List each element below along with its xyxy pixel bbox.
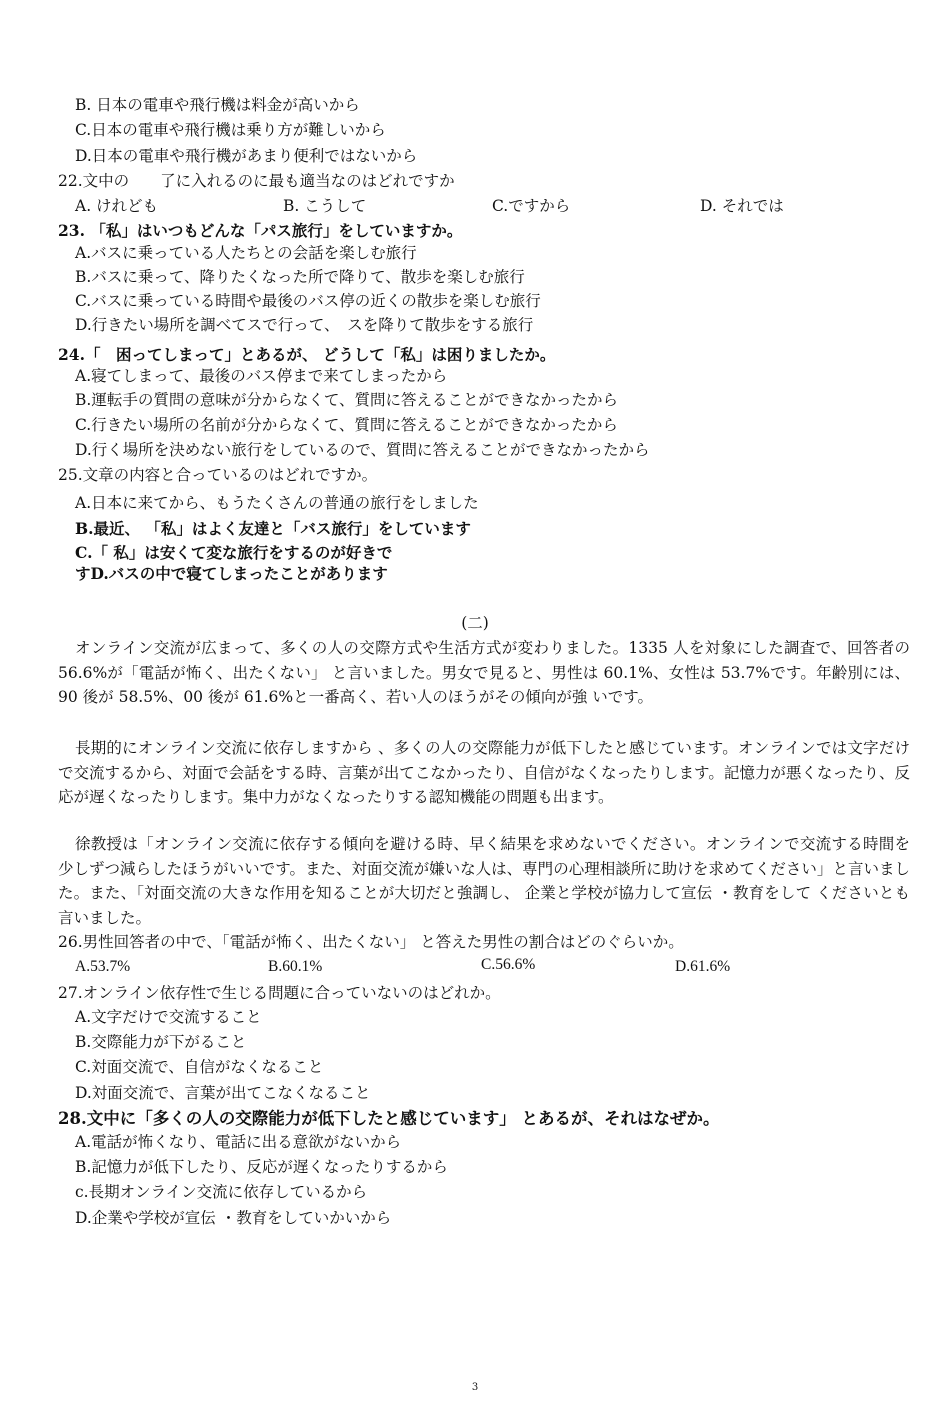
q24-option-a: A.寝てしまって、最後のバス停まで来てしまったから xyxy=(75,367,448,385)
q25-option-d: すD.バスの中で寝てしまったことがあります xyxy=(75,564,388,583)
q26-option-c: C.56.6% xyxy=(481,956,536,973)
q23-stem: 23. 「私」はいつもどんな「パス旅行」をしていますか。 xyxy=(58,221,463,240)
q22-option-b: B. こうして xyxy=(283,197,367,215)
q22-option-a: A. けれども xyxy=(75,197,159,215)
q23-option-a: A.バスに乗っている人たちとの会話を楽しむ旅行 xyxy=(75,244,417,262)
q27-stem: 27.オンライン依存性で生じる問題に合っていないのはどれか。 xyxy=(58,984,501,1002)
q25-option-a: A.日本に来てから、もうたくさんの普通の旅行をしました xyxy=(75,494,479,512)
q26-option-a: A.53.7% xyxy=(75,958,131,975)
q28-option-d: D.企業や学校が宣伝 ・教育をしていかいから xyxy=(75,1209,392,1227)
q24-option-b: B.運転手の質問の意味が分からなくて、質問に答えることができなかったから xyxy=(75,391,619,409)
passage-paragraph-3: 徐教授は「オンライン交流に依存する傾向を避ける時、早く結果を求めないでください。オンラインで交流する時間を少しずつ減らしたほうがいいです。また、対面交流が嫌いな人は、専門の心理相談所に助けを求めてください」と言いました。また、「対面交流の大きな作用を知ることが大切だと強調し、 企業と学校が協力して宣伝 ・教育をして くださいとも言いました。 xyxy=(58,835,910,927)
q21-option-c: C.日本の電車や飛行機は乗り方が難しいから xyxy=(75,121,386,139)
passage-paragraph-2: 長期的にオンライン交流に依存しますから 、多くの人の交際能力が低下したと感じています。オンラインでは文字だけで交流するから、対面で会話をする時、言葉が出てこなかったり、自信がなくなったりします。記憶力が悪くなったり、反応が遅くなったりします。集中力がなくなったりする認知機能の問題も出ます。 xyxy=(58,739,910,806)
q22-stem: 22.文中の 了に入れるのに最も適当なのはどれですか xyxy=(58,172,455,190)
q24-option-d: D.行く場所を決めない旅行をしているので、質問に答えることができなかったから xyxy=(75,441,650,459)
q26-option-b: B.60.1% xyxy=(268,958,323,975)
q21-option-b: B. 日本の電車や飛行機は料金が高いから xyxy=(75,96,360,114)
q23-option-c: C.バスに乗っている時間や最後のバス停の近くの散歩を楽しむ旅行 xyxy=(75,292,541,310)
q26-option-d: D.61.6% xyxy=(675,958,731,975)
q25-stem: 25.文章の内容と合っているのはどれですか。 xyxy=(58,466,378,484)
q22-option-c: C.ですから xyxy=(492,197,571,215)
q27-option-b: B.交際能力が下がること xyxy=(75,1033,247,1051)
page-number: 3 xyxy=(471,1382,479,1393)
q21-option-d: D.日本の電車や飛行機があまり便利ではないから xyxy=(75,147,418,165)
section-heading: (二) xyxy=(461,614,489,632)
q28-stem: 28.文中に「多くの人の交際能力が低下したと感じています」 とあるが、それはなぜか。 xyxy=(58,1109,720,1128)
q28-option-b: B.記憶力が低下したり、反応が遅くなったりするから xyxy=(75,1158,448,1176)
q22-option-d: D. それでは xyxy=(700,197,784,215)
passage-paragraph-1: オンライン交流が広まって、多くの人の交際方式や生活方式が変わりました。1335 人を対象にした調査で、回答者の 56.6%が「電話が怖く、出たくない」 と言いました。男女で見ると、男性は 60.1%、女性は 53.7%です。年齢別には、90 後が 58.5%、00 後が 61.6%と一番高く、若い人のほうがその傾向が強 いです。 xyxy=(58,639,910,706)
q25-option-c: C.「 私」は安くて変な旅行をするのが好きで xyxy=(75,543,393,562)
q27-option-d: D.対面交流で、言葉が出てこなくなること xyxy=(75,1084,371,1102)
q23-option-b: B.バスに乗って、降りたくなった所で降りて、散歩を楽しむ旅行 xyxy=(75,268,525,286)
q24-option-c: C.行きたい場所の名前が分からなくて、質問に答えることができなかったから xyxy=(75,416,618,434)
q28-option-c: c.長期オンライン交流に依存しているから xyxy=(75,1183,368,1201)
q28-option-a: A.電話が怖くなり、電話に出る意欲がないから xyxy=(75,1133,402,1151)
q27-option-c: C.対面交流で、自信がなくなること xyxy=(75,1058,324,1076)
q27-option-a: A.文字だけで交流すること xyxy=(75,1008,262,1026)
q25-option-b: B.最近、 「私」はよく友達と「バス旅行」をしています xyxy=(75,519,471,538)
q24-stem: 24.「 困ってしまって」とあるが、 どうして「私」は困りましたか。 xyxy=(58,345,556,364)
q23-option-d: D.行きたい場所を調べてスで行って、 スを降りて散歩をする旅行 xyxy=(75,316,534,334)
q26-stem: 26.男性回答者の中で、「電話が怖く、出たくない」 と答えた男性の割合はどのぐらいか。 xyxy=(58,933,684,951)
